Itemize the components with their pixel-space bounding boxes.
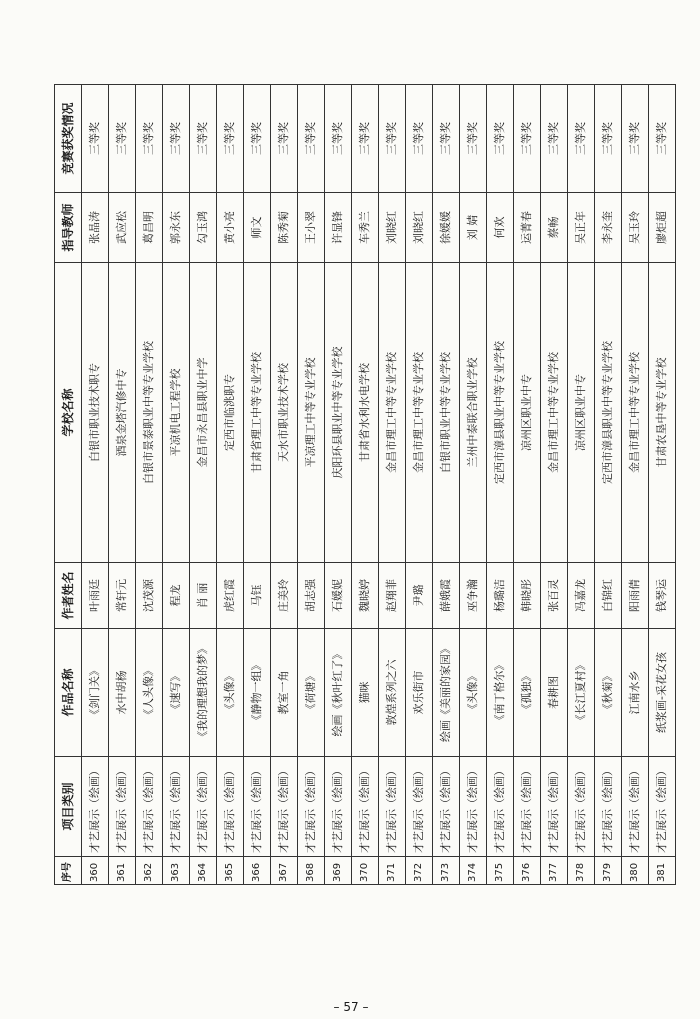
cell-award: 三等奖	[514, 85, 541, 193]
cell-award: 三等奖	[244, 85, 271, 193]
cell-work: 《我的理想我的梦》	[190, 629, 217, 757]
cell-work: 《静物一组》	[244, 629, 271, 757]
cell-award: 三等奖	[352, 85, 379, 193]
cell-teacher: 吴玉玲	[622, 193, 649, 263]
table-row	[460, 85, 487, 885]
award-table	[54, 84, 676, 885]
table-row	[514, 85, 541, 885]
cell-teacher: 李永奎	[595, 193, 622, 263]
header-school: 学校名称	[55, 263, 82, 563]
header-award: 竞赛获奖情况	[55, 85, 82, 193]
cell-school: 金昌市永昌县职业中学	[190, 263, 217, 563]
cell-award: 三等奖	[595, 85, 622, 193]
cell-teacher: 刘晓红	[379, 193, 406, 263]
cell-school: 金昌市理工中等专业学校	[541, 263, 568, 563]
cell-award: 三等奖	[217, 85, 244, 193]
cell-author: 韩晓彤	[514, 563, 541, 629]
cell-award: 三等奖	[568, 85, 595, 193]
cell-teacher: 车秀兰	[352, 193, 379, 263]
table-row	[487, 85, 514, 885]
cell-teacher: 陈秀菊	[271, 193, 298, 263]
cell-author: 石媛妮	[325, 563, 352, 629]
table-row	[649, 85, 676, 885]
cell-author: 钱琴运	[649, 563, 676, 629]
cell-award: 三等奖	[190, 85, 217, 193]
cell-work: 《孤独》	[514, 629, 541, 757]
table-row	[622, 85, 649, 885]
cell-work: 欢乐街市	[406, 629, 433, 757]
cell-work: 《人头像》	[136, 629, 163, 757]
header-category: 项目类别	[55, 757, 82, 857]
cell-work: 绘画《秋叶红了》	[325, 629, 352, 757]
cell-school: 天水市职业技术学校	[271, 263, 298, 563]
cell-author: 尹璐	[406, 563, 433, 629]
cell-teacher: 刘晓红	[406, 193, 433, 263]
cell-no: 361	[109, 857, 136, 885]
cell-category: 才艺展示（绘画）	[649, 757, 676, 857]
cell-work: 水中胡杨	[109, 629, 136, 757]
cell-teacher: 郭永东	[163, 193, 190, 263]
cell-school: 定西市漳县职业中等专业学校	[595, 263, 622, 563]
cell-school: 凉州区职业中专	[514, 263, 541, 563]
cell-teacher: 师文	[244, 193, 271, 263]
cell-teacher: 运菁春	[514, 193, 541, 263]
cell-category: 才艺展示（绘画）	[406, 757, 433, 857]
table-row	[190, 85, 217, 885]
cell-no: 367	[271, 857, 298, 885]
cell-category: 才艺展示（绘画）	[514, 757, 541, 857]
cell-category: 才艺展示（绘画）	[82, 757, 109, 857]
table-row	[82, 85, 109, 885]
cell-teacher: 勾玉鸿	[190, 193, 217, 263]
table-row	[136, 85, 163, 885]
cell-category: 才艺展示（绘画）	[271, 757, 298, 857]
cell-school: 金昌市理工中等专业学校	[622, 263, 649, 563]
cell-school: 白银市景泰职业中等专业学校	[136, 263, 163, 563]
cell-no: 380	[622, 857, 649, 885]
cell-teacher: 葛昌明	[136, 193, 163, 263]
header-author: 作者姓名	[55, 563, 82, 629]
cell-award: 三等奖	[271, 85, 298, 193]
cell-work: 《头像》	[217, 629, 244, 757]
cell-no: 374	[460, 857, 487, 885]
table-row	[109, 85, 136, 885]
page-number: – 57 –	[333, 1000, 369, 1014]
cell-school: 甘肃省理工中等专业学校	[244, 263, 271, 563]
cell-no: 366	[244, 857, 271, 885]
cell-no: 360	[82, 857, 109, 885]
cell-author: 胡志强	[298, 563, 325, 629]
cell-category: 才艺展示（绘画）	[487, 757, 514, 857]
cell-no: 365	[217, 857, 244, 885]
cell-award: 三等奖	[406, 85, 433, 193]
cell-author: 阳雨倩	[622, 563, 649, 629]
cell-author: 张百灵	[541, 563, 568, 629]
cell-teacher: 廖炬超	[649, 193, 676, 263]
cell-work: 《速写》	[163, 629, 190, 757]
cell-category: 才艺展示（绘画）	[109, 757, 136, 857]
cell-award: 三等奖	[379, 85, 406, 193]
cell-school: 兰州中泰联合职业学校	[460, 263, 487, 563]
cell-work: 敦煌系列之六	[379, 629, 406, 757]
cell-category: 才艺展示（绘画）	[136, 757, 163, 857]
cell-award: 三等奖	[487, 85, 514, 193]
cell-award: 三等奖	[82, 85, 109, 193]
cell-award: 三等奖	[541, 85, 568, 193]
cell-teacher: 许显锋	[325, 193, 352, 263]
cell-award: 三等奖	[136, 85, 163, 193]
cell-no: 375	[487, 857, 514, 885]
cell-work: 纸浆画-采花女孩	[649, 629, 676, 757]
cell-school: 金昌市理工中等专业学校	[406, 263, 433, 563]
table-body	[82, 85, 676, 885]
cell-work: 春耕图	[541, 629, 568, 757]
cell-no: 376	[514, 857, 541, 885]
cell-no: 364	[190, 857, 217, 885]
cell-teacher: 王小翠	[298, 193, 325, 263]
cell-no: 378	[568, 857, 595, 885]
cell-award: 三等奖	[649, 85, 676, 193]
cell-category: 才艺展示（绘画）	[190, 757, 217, 857]
cell-no: 377	[541, 857, 568, 885]
cell-work: 《荷塘》	[298, 629, 325, 757]
cell-teacher: 刘 婧	[460, 193, 487, 263]
cell-category: 才艺展示（绘画）	[541, 757, 568, 857]
cell-author: 杨璐洁	[487, 563, 514, 629]
cell-teacher: 武应松	[109, 193, 136, 263]
table-row	[568, 85, 595, 885]
table-row	[244, 85, 271, 885]
cell-author: 常轩元	[109, 563, 136, 629]
cell-school: 平凉理工中等专业学校	[298, 263, 325, 563]
cell-author: 马钰	[244, 563, 271, 629]
table-header-row	[55, 85, 82, 885]
cell-no: 381	[649, 857, 676, 885]
cell-author: 程龙	[163, 563, 190, 629]
cell-school: 甘肃农垦中等专业学校	[649, 263, 676, 563]
cell-author: 魏晓婷	[352, 563, 379, 629]
table-row	[163, 85, 190, 885]
cell-category: 才艺展示（绘画）	[622, 757, 649, 857]
cell-award: 三等奖	[325, 85, 352, 193]
cell-work: 《长江夏村》	[568, 629, 595, 757]
cell-category: 才艺展示（绘画）	[379, 757, 406, 857]
cell-author: 薛娥霞	[433, 563, 460, 629]
cell-teacher: 何欢	[487, 193, 514, 263]
cell-teacher: 蔡畅	[541, 193, 568, 263]
cell-school: 定西市临洮职专	[217, 263, 244, 563]
cell-no: 371	[379, 857, 406, 885]
cell-no: 362	[136, 857, 163, 885]
table-row	[379, 85, 406, 885]
table-row	[325, 85, 352, 885]
table-row	[352, 85, 379, 885]
cell-school: 金昌市理工中等专业学校	[379, 263, 406, 563]
cell-author: 虎红霞	[217, 563, 244, 629]
cell-author: 沈茂源	[136, 563, 163, 629]
cell-no: 369	[325, 857, 352, 885]
cell-work: 教室一角	[271, 629, 298, 757]
cell-school: 酒泉金塔汽修中专	[109, 263, 136, 563]
cell-author: 冯嘉龙	[568, 563, 595, 629]
cell-author: 肖 丽	[190, 563, 217, 629]
cell-no: 368	[298, 857, 325, 885]
cell-category: 才艺展示（绘画）	[217, 757, 244, 857]
cell-teacher: 徐媛媛	[433, 193, 460, 263]
table-row	[217, 85, 244, 885]
cell-award: 三等奖	[433, 85, 460, 193]
table-row	[595, 85, 622, 885]
header-work: 作品名称	[55, 629, 82, 757]
cell-category: 才艺展示（绘画）	[298, 757, 325, 857]
cell-school: 庆阳环县职业中等专业学校	[325, 263, 352, 563]
cell-category: 才艺展示（绘画）	[433, 757, 460, 857]
cell-work: 江南水乡	[622, 629, 649, 757]
cell-category: 才艺展示（绘画）	[568, 757, 595, 857]
cell-no: 370	[352, 857, 379, 885]
cell-teacher: 吴正年	[568, 193, 595, 263]
cell-award: 三等奖	[109, 85, 136, 193]
cell-work: 绘画《美丽的家园》	[433, 629, 460, 757]
cell-no: 379	[595, 857, 622, 885]
cell-no: 363	[163, 857, 190, 885]
award-table-sheet	[54, 85, 674, 885]
cell-school: 凉州区职业中专	[568, 263, 595, 563]
cell-award: 三等奖	[460, 85, 487, 193]
cell-school: 白银市职业技术职专	[82, 263, 109, 563]
cell-author: 赵翔菲	[379, 563, 406, 629]
cell-category: 才艺展示（绘画）	[163, 757, 190, 857]
cell-school: 甘肃省水利水电学校	[352, 263, 379, 563]
cell-school: 平凉机电工程学校	[163, 263, 190, 563]
cell-school: 定西市漳县职业中等专业学校	[487, 263, 514, 563]
cell-no: 373	[433, 857, 460, 885]
cell-teacher: 张晶涛	[82, 193, 109, 263]
cell-author: 巫争瀚	[460, 563, 487, 629]
table-row	[541, 85, 568, 885]
cell-author: 白锦红	[595, 563, 622, 629]
cell-school: 白银市职业中等专业学校	[433, 263, 460, 563]
cell-award: 三等奖	[163, 85, 190, 193]
cell-award: 三等奖	[298, 85, 325, 193]
cell-work: 《南丁格尔》	[487, 629, 514, 757]
header-no: 序号	[55, 857, 82, 885]
cell-work: 《秋菊》	[595, 629, 622, 757]
table-row	[433, 85, 460, 885]
table-row	[406, 85, 433, 885]
cell-category: 才艺展示（绘画）	[595, 757, 622, 857]
cell-author: 叶雨廷	[82, 563, 109, 629]
table-row	[271, 85, 298, 885]
cell-author: 庄美玲	[271, 563, 298, 629]
cell-category: 才艺展示（绘画）	[460, 757, 487, 857]
cell-category: 才艺展示（绘画）	[244, 757, 271, 857]
table-row	[298, 85, 325, 885]
cell-category: 才艺展示（绘画）	[325, 757, 352, 857]
cell-no: 372	[406, 857, 433, 885]
cell-category: 才艺展示（绘画）	[352, 757, 379, 857]
cell-work: 《剑门关》	[82, 629, 109, 757]
cell-work: 《头像》	[460, 629, 487, 757]
cell-teacher: 黄小亮	[217, 193, 244, 263]
cell-work: 猫咪	[352, 629, 379, 757]
cell-award: 三等奖	[622, 85, 649, 193]
header-teacher: 指导教师	[55, 193, 82, 263]
